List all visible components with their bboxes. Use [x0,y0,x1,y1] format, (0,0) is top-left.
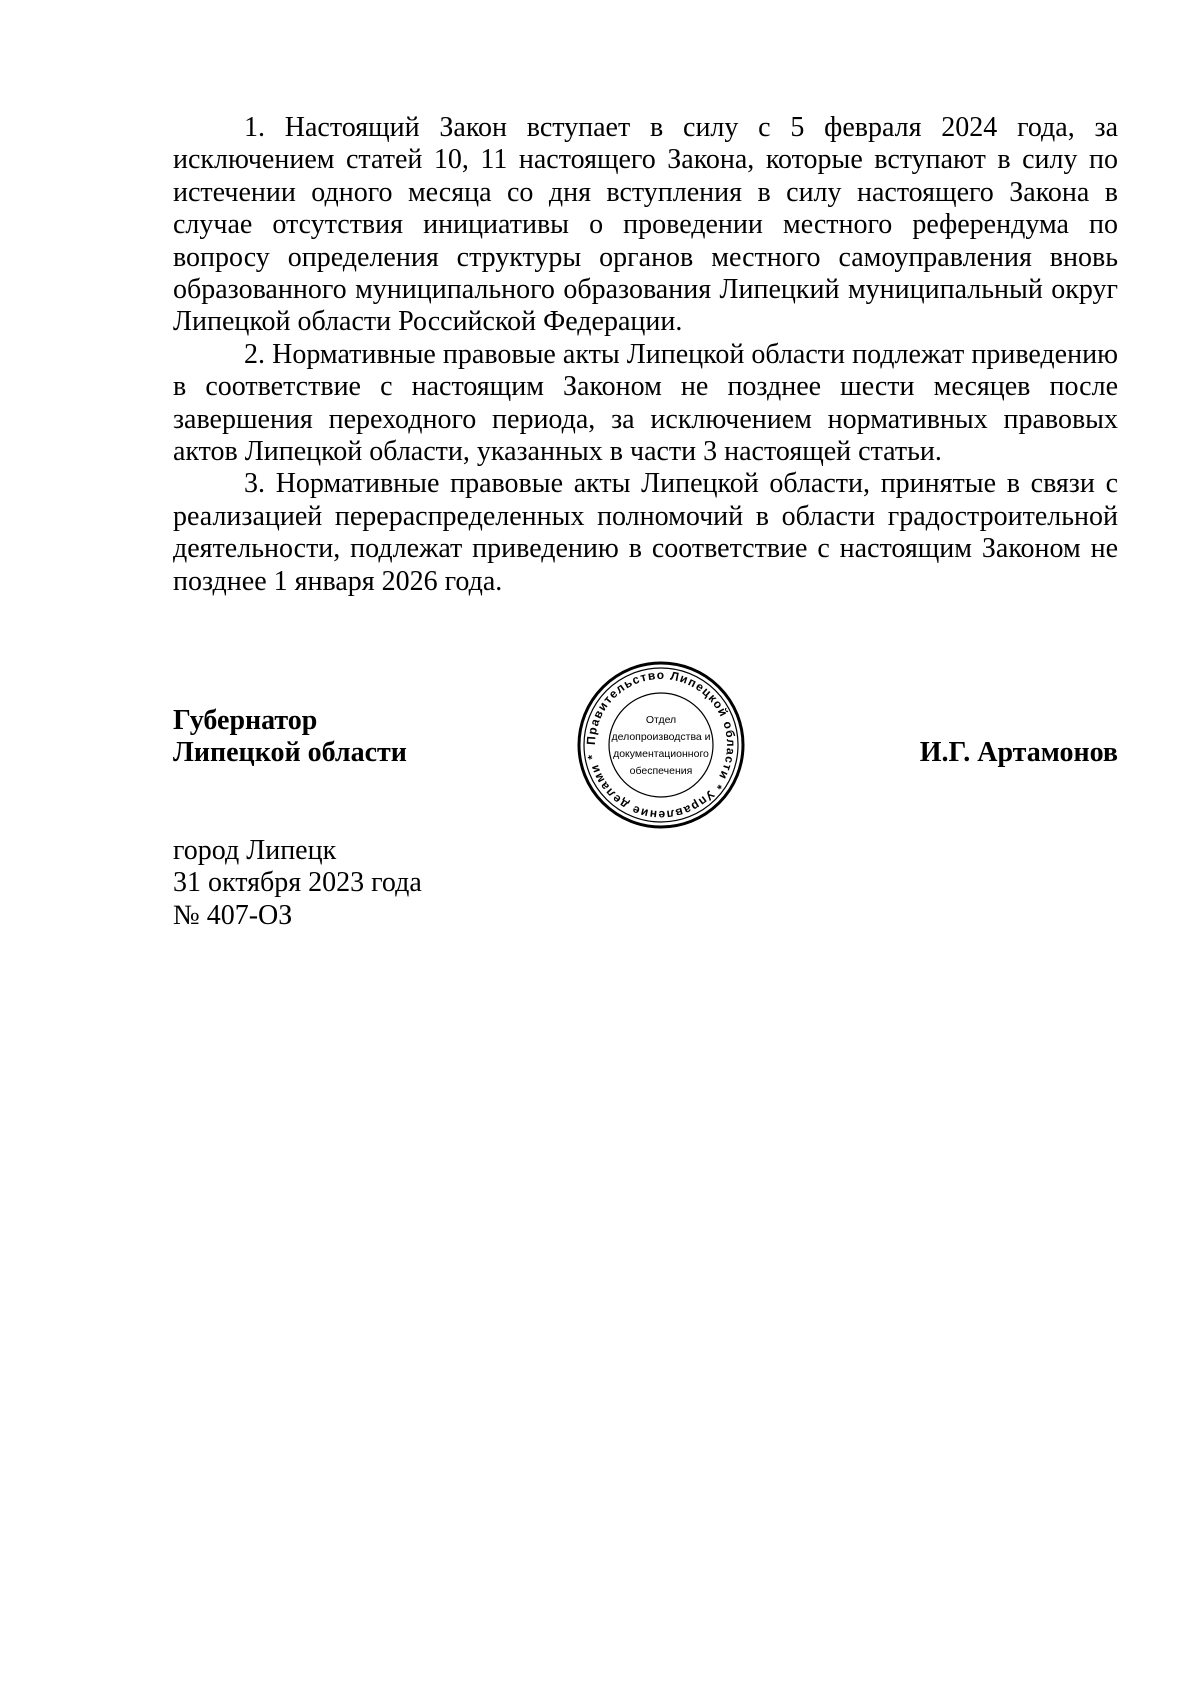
paragraph-1: 1. Настоящий Закон вступает в силу с 5 февраля 2024 года, за исключением статей 10, 11 настоящего Закона, которые вступают в силу по истечении одного месяца со дня вступления в силу настоящего Закона в случае отсутствия инициативы о проведении местного референдума по вопросу определения структуры органов местного самоуправления вновь образованного муниципального образования Липецкий муниципальный округ Липецкой области Российской Федерации. [173,112,1118,338]
paragraph-3: 3. Нормативные правовые акты Липецкой области, принятые в связи с реализацией перераспределенных полномочий в области градостроительной деятельности, подлежат приведению в соответствие с настоящим Законом не позднее 1 января 2026 года. [173,468,1118,597]
seal-outer-text: Правительство Липецкой области * Управление делами * [583,667,739,823]
seal-center-line-1: Отдел [645,714,677,726]
paragraph-2: 2. Нормативные правовые акты Липецкой области подлежат приведению в соответствие с настоящим Законом не позднее шести месяцев после завершения переходного периода, за исключением нормативных правовых актов Липецкой области, указанных в части 3 настоящей статьи. [173,338,1118,468]
position-line-1: Губернатор [173,705,318,736]
signatory-position [173,705,407,770]
seal-center-line-3: документационного [613,748,709,760]
official-seal [576,660,746,830]
document-footer [173,835,422,932]
footer-date: 31 октября 2023 года [173,867,422,899]
footer-number: № 407-ОЗ [173,899,293,931]
footer-city: город Липецк [173,835,337,866]
seal-center-line-4: обеспечения [629,765,693,777]
svg-text:Правительство Липецкой области [584,668,738,822]
law-body [173,112,1118,598]
position-line-2: Липецкой области [173,737,407,769]
signatory-name: И.Г. Артамонов [919,737,1118,768]
seal-center-line-2: делопроизводства и [611,731,711,743]
